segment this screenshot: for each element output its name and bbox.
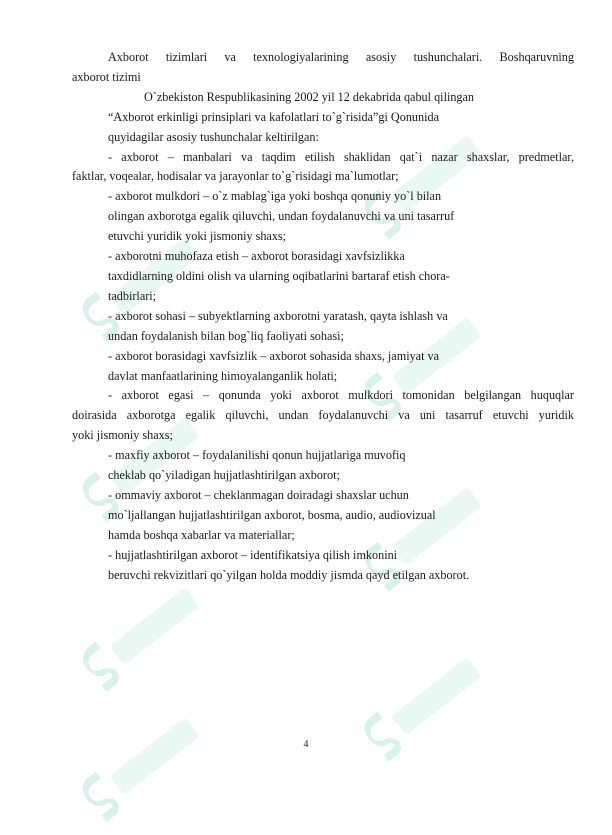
text-line: - axborot sohasi – subyektlarning axborotni yaratash, qayta ishlash va bbox=[108, 308, 448, 323]
text-line: O`zbekiston Respublikasining 2002 yil 12 dekabrida qabul qilingan bbox=[144, 89, 475, 104]
text-line: doirasida axborotga egalik qiluvchi, undan foydalanuvchi va uni tasarruf etuvchi yuridik bbox=[72, 408, 574, 423]
text-line: - ommaviy axborot – cheklanmagan doiradagi shaxslar uchun bbox=[108, 487, 409, 502]
text-line: undan foydalanish bilan bog`liq faoliyati sohasi; bbox=[108, 328, 344, 343]
soff-logo-icon bbox=[70, 700, 220, 830]
text-line: hamda boshqa xabarlar va materiallar; bbox=[108, 527, 295, 542]
text-line: - axborot borasidagi xavfsizlik – axborot sohasida shaxs, jamiyat va bbox=[108, 348, 440, 363]
text-line: taxdidlarning oldini olish va ularning oqibatlarini bartaraf etish chora- bbox=[108, 268, 450, 283]
text-line: beruvchi rekvizitlari qo`yilgan holda moddiy jismda qayd etilgan axborot. bbox=[108, 567, 470, 582]
text-line: - hujjatlashtirilgan axborot – identifikatsiya qilish imkonini bbox=[108, 547, 398, 562]
text-line: mo`ljallangan hujjatlashtirilgan axborot, bosma, audio, audiovizual bbox=[108, 507, 436, 522]
text-line: faktlar, voqealar, hodisalar va jarayonlar to`g`risidagi ma`lumotlar; bbox=[72, 169, 399, 184]
text-line: yoki jismoniy shaxs; bbox=[72, 428, 173, 443]
text-line: - axborot mulkdori – o`z mablag`iga yoki boshqa qonuniy yo`l bilan bbox=[108, 189, 442, 204]
text-line: davlat manfaatlarining himoyalanganlik holati; bbox=[108, 368, 338, 383]
text-line: - axborot – manbalari va taqdim etilish shaklidan qat`i nazar shaxslar, predmetlar, bbox=[108, 149, 574, 164]
text-line: - axborot egasi – qonunda yoki axborot mulkdori tomonidan belgilangan huquqlar bbox=[108, 388, 574, 403]
soff-logo-icon bbox=[70, 570, 220, 700]
text-line: - axborotni muhofaza etish – axborot borasidagi xavfsizlikka bbox=[108, 249, 405, 264]
text-line: Axborot tizimlari va texnologiyalarining asosiy tushunchalari. Boshqaruvning bbox=[108, 50, 574, 64]
text-line: olingan axborotga egalik qiluvchi, undan foydalanuvchi va uni tasarruf bbox=[108, 209, 455, 224]
text-line: tadbirlari; bbox=[108, 288, 157, 303]
text-line: “Axborot erkinligi prinsiplari va kafolatlari to`g`risida”gi Qonunida bbox=[108, 109, 440, 124]
text-line: quyidagilar asosiy tushunchalar keltirilgan: bbox=[108, 129, 319, 144]
text-line: etuvchi yuridik yoki jismoniy shaxs; bbox=[108, 229, 287, 244]
page-number: 4 bbox=[303, 739, 309, 750]
text-line: cheklab qo`yiladigan hujjatlashtirilgan axborot; bbox=[108, 468, 340, 483]
soff-logo-icon bbox=[352, 640, 502, 770]
text-line: - maxfiy axborot – foydalanilishi qonun hujjatlariga muvofiq bbox=[108, 448, 406, 463]
text-line: axborot tizimi bbox=[72, 69, 141, 84]
document-body bbox=[72, 48, 574, 585]
